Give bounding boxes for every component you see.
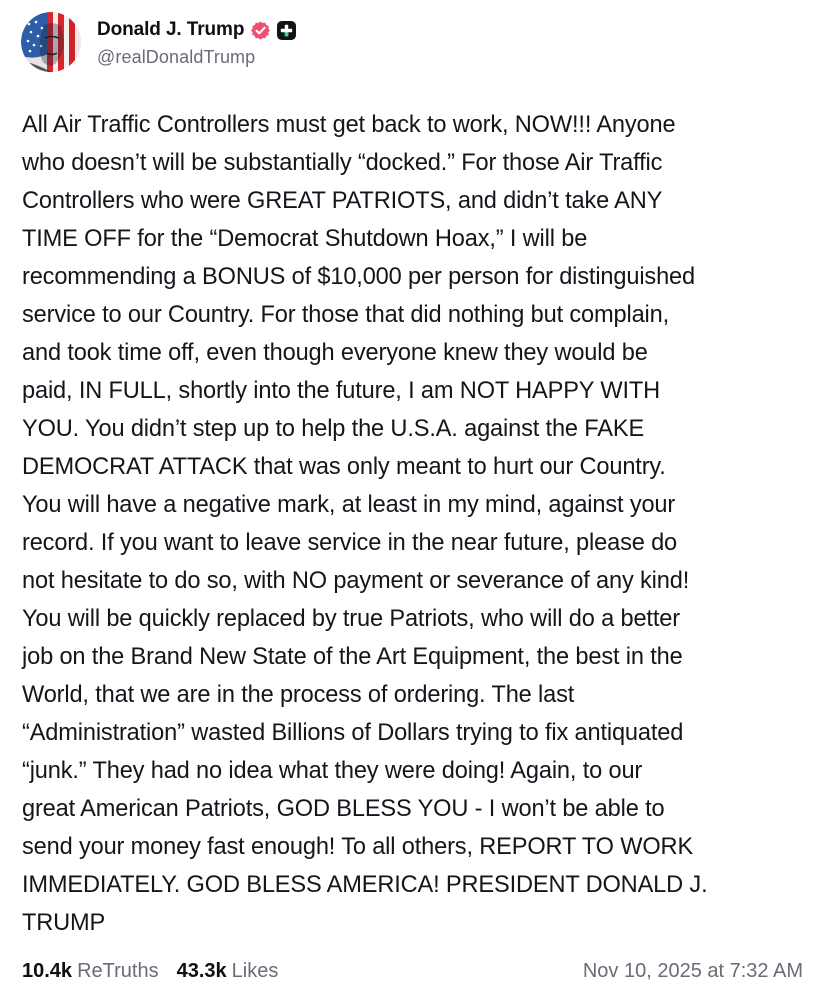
post-body	[22, 106, 812, 942]
post-stats	[22, 960, 296, 983]
author-name-row	[97, 16, 296, 44]
verified-badge-icon	[250, 20, 271, 41]
post-timestamp[interactable]: Nov 10, 2025 at 7:32 AM	[582, 959, 803, 982]
post-body-line: recommending a BONUS of $10,000 per person for distinguished	[22, 264, 695, 290]
avatar[interactable]	[21, 12, 81, 72]
post-body-line: TRUMP	[22, 910, 106, 936]
author-identity	[97, 16, 296, 68]
post-body-line: record. If you want to leave service in the near future, please do	[22, 530, 678, 556]
post-body-line: job on the Brand New State of the Art Equipment, the best in the	[22, 644, 683, 670]
post-body-line: paid, IN FULL, shortly into the future, I am NOT HAPPY WITH	[22, 378, 661, 404]
post-body-line: TIME OFF for the “Democrat Shutdown Hoax,” I will be	[22, 226, 588, 252]
post-body-line: IMMEDIATELY. GOD BLESS AMERICA! PRESIDENT DONALD J.	[22, 872, 708, 898]
post-body-line: great American Patriots, GOD BLESS YOU - I won’t be able to	[22, 796, 665, 822]
post-body-line: “junk.” They had no idea what they were doing! Again, to our	[22, 758, 643, 784]
post-body-line: You will have a negative mark, at least in my mind, against your	[22, 492, 676, 518]
post-body-line: Controllers who were GREAT PATRIOTS, and didn’t take ANY	[22, 188, 663, 214]
post-body-line: and took time off, even though everyone knew they would be	[22, 340, 648, 366]
likes-count: 43.3k	[176, 959, 227, 982]
post-body-line: not hesitate to do so, with NO payment or severance of any kind!	[22, 568, 690, 594]
author-display-name[interactable]: Donald J. Trump	[97, 19, 245, 40]
author-handle[interactable]: @realDonaldTrump	[97, 47, 256, 67]
post-body-line: World, that we are in the process of ordering. The last	[22, 682, 575, 708]
avatar-flag-face-icon	[21, 12, 81, 72]
post-body-line: All Air Traffic Controllers must get back to work, NOW!!! Anyone	[22, 112, 676, 138]
plus-badge-icon	[277, 21, 296, 40]
likes-stat[interactable]	[177, 960, 279, 983]
post-body-line: who doesn’t will be substantially “docked.” For those Air Traffic	[22, 150, 663, 176]
retruths-count: 10.4k	[22, 959, 73, 982]
post-body-line: “Administration” wasted Billions of Dollars trying to fix antiquated	[22, 720, 684, 746]
likes-label: Likes	[231, 959, 279, 982]
retruths-label: ReTruths	[77, 959, 159, 982]
retruths-stat[interactable]	[22, 960, 159, 983]
post-body-line: You will be quickly replaced by true Patriots, who will do a better	[22, 606, 680, 632]
post-header	[21, 11, 296, 73]
post-body-line: service to our Country. For those that did nothing but complain,	[22, 302, 670, 328]
post-footer	[22, 955, 803, 987]
post-body-line: send your money fast enough! To all others, REPORT TO WORK	[22, 834, 694, 860]
post-body-line: YOU. You didn’t step up to help the U.S.A. against the FAKE	[22, 416, 645, 442]
post-body-line: DEMOCRAT ATTACK that was only meant to hurt our Country.	[22, 454, 666, 480]
